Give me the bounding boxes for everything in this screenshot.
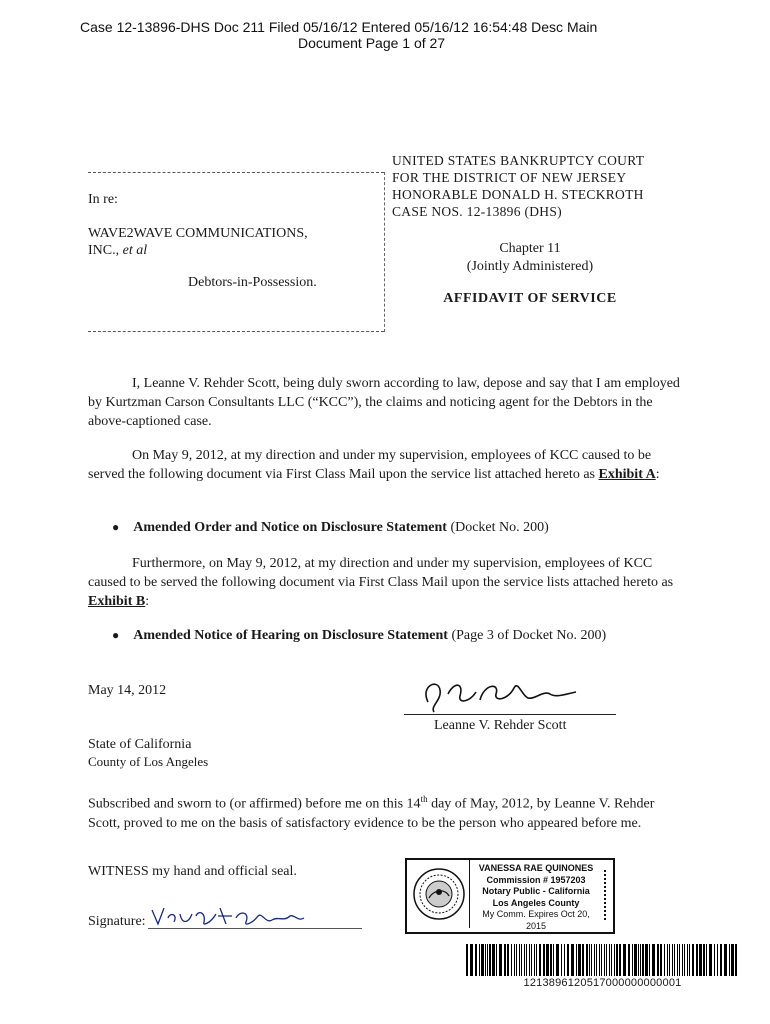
barcode-bar: [652, 944, 655, 976]
barcode-bar: [546, 944, 549, 976]
barcode-bar: [536, 944, 537, 976]
notary-state: State of California: [88, 737, 192, 752]
affiant-signature-image: [410, 672, 590, 720]
affiant-paragraph: I, Leanne V. Rehder Scott, being duly sworn according to law, depose and say that I am employed by Kurtzman Carson Consultants LLC (“KCC”), the claims and noticing agent for the Debtors in the above-captioned case.: [88, 376, 680, 429]
bullet-dot: ●: [112, 520, 120, 534]
seal-divider: [469, 860, 470, 928]
barcode-bar: [550, 944, 552, 976]
barcode-bar: [720, 944, 722, 976]
caption-bottom-rule: [88, 331, 384, 332]
barcode-bar: [594, 944, 595, 976]
barcode-bar: [553, 944, 554, 976]
colon: :: [655, 467, 660, 482]
barcode-bar: [623, 944, 626, 976]
notary-seal-stamp: [405, 858, 615, 934]
barcode-bar: [479, 944, 480, 976]
barcode-bar: [539, 944, 541, 976]
barcode-bar: [511, 944, 512, 976]
barcode-bar: [706, 944, 707, 976]
bullet-2-docket: (Page 3 of Docket No. 200): [447, 628, 607, 643]
barcode-bar: [604, 944, 605, 976]
barcode-bar: [499, 944, 502, 976]
barcode-bar: [556, 944, 559, 976]
barcode-bar: [496, 944, 497, 976]
bullet-1-title: Amended Order and Notice on Disclosure Statement: [133, 520, 447, 535]
barcode-bar: [714, 944, 715, 976]
court-line: CASE NOS. 12-13896 (DHS): [392, 204, 562, 219]
caption-top-rule: [88, 172, 384, 173]
barcode-bar: [492, 944, 495, 976]
barcode-bar: [521, 944, 522, 976]
barcode-bar: [481, 944, 484, 976]
barcode-bar: [640, 944, 641, 976]
service-paragraph-2: [88, 554, 680, 611]
barcode-bar: [660, 944, 662, 976]
barcode-bar: [601, 944, 602, 976]
barcode-bar: [724, 944, 727, 976]
debtors-in-possession-label: Debtors-in-Possession.: [188, 275, 317, 290]
barcode-bar: [591, 944, 592, 976]
jurat-text-start: Subscribed and sworn to (or affirmed) before me on this 14: [88, 796, 421, 812]
barcode-bar: [672, 944, 673, 976]
barcode-bar: [466, 944, 468, 976]
service-paragraph-1: [88, 446, 680, 484]
seal-line: VANESSA RAE QUINONES: [478, 863, 594, 873]
barcode-bar: [717, 944, 718, 976]
service-paragraph-2-text: Furthermore, on May 9, 2012, at my direction and under my supervision, employees of KCC caused to be served the following document via First Class Mail upon the service lists attached hereto as: [88, 556, 674, 590]
barcode-bar: [632, 944, 633, 976]
barcode-bar: [614, 944, 615, 976]
barcode-bar: [689, 944, 690, 976]
barcode-bar: [634, 944, 637, 976]
bullet-item-1: [112, 518, 549, 537]
barcode-bar: [596, 944, 597, 976]
barcode-bar: [489, 944, 491, 976]
barcode-bar: [696, 944, 698, 976]
barcode-bar: [669, 944, 670, 976]
california-seal-icon: [411, 866, 467, 922]
notary-county: County of Los Angeles: [88, 754, 209, 769]
barcode-bar: [516, 944, 517, 976]
debtor-name-line-1: WAVE2WAVE COMMUNICATIONS,: [88, 226, 308, 241]
barcode-bar: [703, 944, 705, 976]
barcode-bar: [589, 944, 590, 976]
exhibit-b-reference: Exhibit B: [88, 594, 146, 609]
seal-line: Los Angeles County: [492, 897, 580, 908]
barcode-number: 1213896120517000000000001: [523, 977, 682, 989]
barcode-bar: [582, 944, 584, 976]
barcode-bar: [526, 944, 527, 976]
barcode-bar: [519, 944, 520, 976]
barcode-bar: [657, 944, 659, 976]
notary-signature-image: [148, 902, 308, 930]
barcode-bar: [524, 944, 525, 976]
caption-divider: [384, 172, 385, 332]
barcode-bar: [628, 944, 630, 976]
barcode-bar: [611, 944, 612, 976]
barcode-bar: [679, 944, 680, 976]
in-re-label: In re:: [88, 192, 118, 207]
barcode-bar: [606, 944, 607, 976]
affiant-signature-text: L.V.Rehder: [410, 672, 415, 673]
barcode-bar: [684, 944, 685, 976]
case-header-line: Case 12-13896-DHS Doc 211 Filed 05/16/12 Entered 05/16/12 16:54:48 Desc Main: [80, 19, 598, 35]
barcode-bar: [485, 944, 486, 976]
barcode-bar: [543, 944, 545, 976]
affiant-signature-line: [404, 714, 616, 715]
seal-line: Notary Public - California: [482, 886, 590, 896]
barcode-bar: [599, 944, 600, 976]
notary-signature-line: [148, 928, 362, 929]
barcode-bar: [699, 944, 702, 976]
jurat-superscript: th: [420, 794, 428, 804]
barcode-bar: [576, 944, 577, 976]
affiant-name: Leanne V. Rehder Scott: [434, 718, 567, 733]
barcode-bar: [534, 944, 535, 976]
witness-statement: WITNESS my hand and official seal.: [88, 864, 297, 879]
debtor-name-italic: et al: [122, 243, 148, 258]
barcode-bar: [677, 944, 678, 976]
page-indicator: Document Page 1 of 27: [298, 35, 446, 51]
service-paragraph-1-text: On May 9, 2012, at my direction and under my supervision, employees of KCC caused to be served the following document via First Class Mail upon the service list attached hereto as: [88, 448, 652, 482]
bullet-item-2: [112, 626, 606, 645]
barcode-bar: [682, 944, 683, 976]
barcode-bar: [609, 944, 610, 976]
exhibit-a-reference: Exhibit A: [598, 467, 656, 482]
barcode-bar: [475, 944, 477, 976]
barcode-bar: [619, 944, 621, 976]
barcode-bar: [514, 944, 515, 976]
barcode-bar: [667, 944, 668, 976]
bullet-1-docket: (Docket No. 200): [446, 520, 549, 535]
debtor-name-plain: INC.,: [88, 243, 123, 258]
jurat-paragraph: [88, 790, 680, 833]
bullet-dot: ●: [112, 628, 120, 642]
barcode-bar: [649, 944, 650, 976]
barcode-bar: [529, 944, 530, 976]
barcode-bar: [687, 944, 688, 976]
bullet-2-title: Amended Notice of Hearing on Disclosure Statement: [133, 628, 448, 643]
barcode-bar: [504, 944, 506, 976]
barcode-bar: [645, 944, 648, 976]
seal-text-block: [471, 863, 601, 932]
barcode-bar: [578, 944, 581, 976]
barcode-bar: [616, 944, 618, 976]
jurat-text-end: day of May, 2012, by Leanne V. Rehder Scott, proved to me on the basis of satisfactory evidence to be the person who appeared before me.: [88, 796, 655, 831]
barcode-bar: [470, 944, 473, 976]
barcode-bar: [664, 944, 665, 976]
notary-signature-text: Vanessa Quinones: [148, 902, 156, 903]
barcode-bar: [586, 944, 588, 976]
court-line: FOR THE DISTRICT OF NEW JERSEY: [392, 170, 627, 185]
court-heading: [392, 152, 644, 220]
barcode-bar: [729, 944, 730, 976]
barcode-bar: [507, 944, 509, 976]
court-line: UNITED STATES BANKRUPTCY COURT: [392, 153, 645, 168]
colon: :: [145, 594, 150, 609]
jointly-administered-label: (Jointly Administered): [466, 259, 594, 274]
barcode-bar: [487, 944, 488, 976]
chapter-label: Chapter 11: [499, 241, 561, 256]
document-barcode: [466, 944, 739, 976]
barcode-bar: [731, 944, 734, 976]
notary-signature-label: Signature:: [88, 914, 146, 929]
seal-line: Commission # 1957203: [486, 874, 586, 885]
affidavit-date: May 14, 2012: [88, 683, 167, 698]
barcode-bar: [571, 944, 574, 976]
barcode-bar: [638, 944, 639, 976]
barcode-bar: [561, 944, 562, 976]
barcode-bar: [692, 944, 694, 976]
barcode-bar: [709, 944, 712, 976]
seal-line: My Comm. Expires Oct 20, 2015: [482, 909, 590, 931]
barcode-bar: [531, 944, 532, 976]
barcode-bar: [567, 944, 569, 976]
court-line: HONORABLE DONALD H. STECKROTH: [392, 187, 644, 202]
seal-edge-mark: [604, 870, 610, 920]
barcode-bar: [564, 944, 565, 976]
barcode-bar: [735, 944, 737, 976]
debtor-name-line-2: [88, 241, 147, 260]
barcode-bar: [642, 944, 644, 976]
document-title: AFFIDAVIT OF SERVICE: [443, 291, 617, 306]
barcode-bar: [674, 944, 675, 976]
